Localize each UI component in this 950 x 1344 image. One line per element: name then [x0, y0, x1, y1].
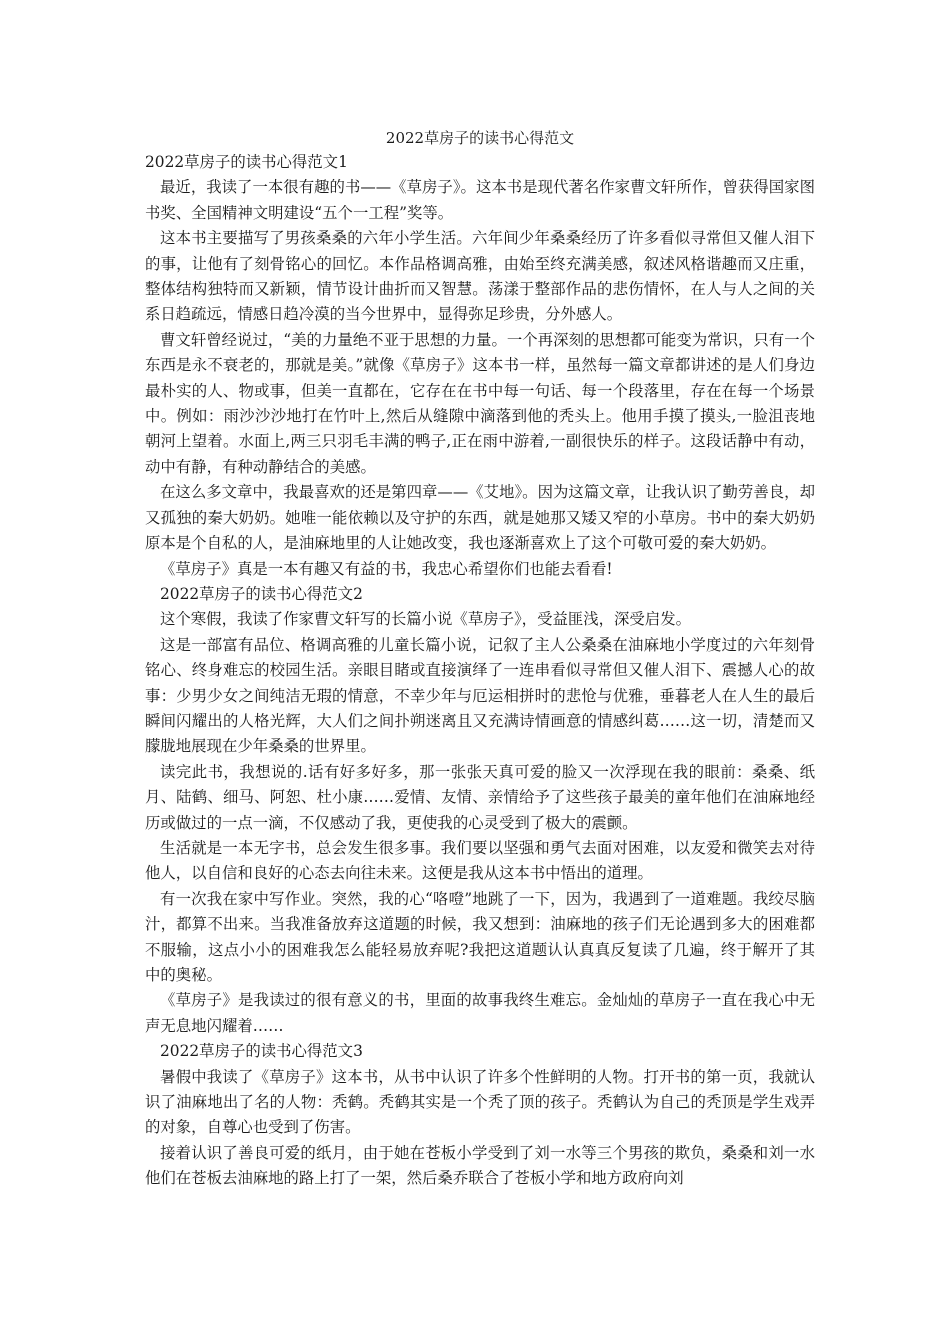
paragraph: 在这么多文章中，我最喜欢的还是第四章——《艾地》。因为这篇文章，让我认识了勤劳善良，却又孤独的秦大奶奶。她唯一能依赖以及守护的东西，就是她那又矮又窄的小草房。书中的秦大奶奶原本是个自私的人，是油麻地里的人让她改变，我也逐渐喜欢上了这个可敬可爱的秦大奶奶。 [145, 483, 815, 553]
paragraph: 这本书主要描写了男孩桑桑的六年小学生活。六年间少年桑桑经历了许多看似寻常但又催人泪下的事，让他有了刻骨铭心的回忆。本作品格调高雅，由始至终充满美感，叙述风格谐趣而又庄重，整体结构独特而又新颖，情节设计曲折而又智慧。荡漾于整部作品的悲伤情怀，在人与人之间的关系日趋疏远，情感日趋冷漠的当今世界中，显得弥足珍贵，分外感人。 [145, 229, 815, 324]
document-title: 2022草房子的读书心得范文 [385, 129, 575, 147]
section-heading-3: 2022草房子的读书心得范文3 [160, 1042, 363, 1061]
section-heading-1: 2022草房子的读书心得范文1 [145, 153, 348, 171]
paragraph: 有一次我在家中写作业。突然，我的心“咯噔”地跳了一下，因为，我遇到了一道难题。我绞尽脑汁，都算不出来。当我准备放弃这道题的时候，我又想到：油麻地的孩子们无论遇到多大的困难都不服输，这点小小的困难我怎么能轻易放弃呢?我把这道题认认真真反复读了几遍，终于解开了其中的奥秘。 [145, 889, 815, 984]
paragraph: 生活就是一本无字书，总会发生很多事。我们要以坚强和勇气去面对困难，以友爱和微笑去对待他人，以自信和良好的心态去向往未来。这便是我从这本书中悟出的道理。 [145, 838, 815, 883]
paragraph: 《草房子》是我读过的很有意义的书，里面的故事我终生难忘。金灿灿的草房子一直在我心中无声无息地闪耀着…… [145, 991, 815, 1035]
paragraph: 这是一部富有品位、格调高雅的儿童长篇小说，记叙了主人公桑桑在油麻地小学度过的六年刻骨铭心、终身难忘的校园生活。亲眼目睹或直接演绎了一连串看似寻常但又催人泪下、震撼人心的故事：少男少女之间纯洁无瑕的情意，不幸少年与厄运相拼时的悲怆与优雅，垂暮老人在人生的最后瞬间闪耀出的人格光辉，大人们之间扑朔迷离且又充满诗情画意的情感纠葛……这一切，清楚而又朦胧地展现在少年桑桑的世界里。 [145, 635, 815, 756]
paragraph: 最近，我读了一本很有趣的书——《草房子》。这本书是现代著名作家曹文轩所作，曾获得国家图书奖、全国精神文明建设“五个一工程”奖等。 [145, 178, 815, 222]
paragraph: 曹文轩曾经说过，“美的力量绝不亚于思想的力量。一个再深刻的思想都可能变为常识，只有一个东西是永不衰老的，那就是美。”就像《草房子》这本书一样，虽然每一篇文章都讲述的是人们身边最朴实的人、物或事，但美一直都在，它存在在书中每一句话、每一个段落里，存在在每一个场景中。例如：雨沙沙沙地打在竹叶上,然后从缝隙中滴落到他的秃头上。他用手摸了摸头,一脸沮丧地朝河上望着。水面上,两三只羽毛丰满的鸭子,正在雨中游着,一副很快乐的样子。这段话静中有动，动中有静，有种动静结合的美感。 [145, 330, 815, 476]
paragraph: 《草房子》真是一本有趣又有益的书，我忠心希望你们也能去看看! [160, 559, 613, 578]
paragraph: 暑假中我读了《草房子》这本书，从书中认识了许多个性鲜明的人物。打开书的第一页，我就认识了油麻地出了名的人物：秃鹤。秃鹤其实是一个秃了顶的孩子。秃鹤认为自己的秃顶是学生戏弄的对象，自尊心也受到了伤害。 [145, 1067, 815, 1137]
paragraph: 这个寒假，我读了作家曹文轩写的长篇小说《草房子》，受益匪浅，深受启发。 [160, 610, 691, 629]
paragraph: 接着认识了善良可爱的纸月，由于她在苍板小学受到了刘一水等三个男孩的欺负，桑桑和刘一水他们在苍板去油麻地的路上打了一架，然后桑乔联合了苍板小学和地方政府向刘 [145, 1143, 815, 1188]
paragraph: 读完此书，我想说的.话有好多好多，那一张张天真可爱的脸又一次浮现在我的眼前：桑桑、纸月、陆鹤、细马、阿恕、杜小康……爱情、友情、亲情给予了这些孩子最美的童年他们在油麻地经历或做过的一点一滴，不仅感动了我，更使我的心灵受到了极大的震颤。 [145, 762, 815, 832]
document-page [145, 126, 815, 1192]
section-heading-2: 2022草房子的读书心得范文2 [160, 584, 363, 603]
